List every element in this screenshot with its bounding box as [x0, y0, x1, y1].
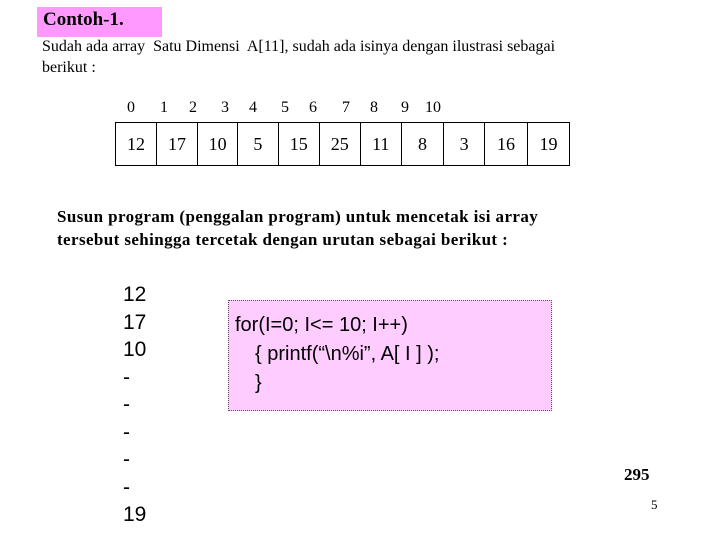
array-cell: 8 — [401, 123, 444, 166]
array-index: 2 — [189, 99, 197, 116]
array-cell: 17 — [157, 123, 198, 166]
code-line-1: for(I=0; I<= 10; I++) — [235, 314, 408, 336]
task-line-2: tersebut sehingga tercetak dengan urutan sebagai berikut : — [57, 230, 509, 249]
array-table — [115, 122, 570, 166]
task-line-1: Susun program (penggalan program) untuk mencetak isi array — [57, 207, 539, 226]
array-index: 5 — [281, 99, 289, 116]
array-cell: 3 — [444, 123, 485, 166]
array-index: 7 — [342, 99, 350, 116]
slide-number: 5 — [651, 497, 658, 512]
array-index: 1 — [160, 99, 168, 116]
array-index: 4 — [249, 99, 257, 116]
array-index: 6 — [309, 99, 317, 116]
array-index: 9 — [401, 99, 409, 116]
intro-line-2: berikut : — [42, 59, 96, 76]
array-cell: 16 — [484, 123, 527, 166]
code-line-2: { printf(“\n%i”, A[ I ] ); — [255, 343, 440, 365]
output-item: 12 — [123, 283, 147, 306]
intro-line-1: Sudah ada array Satu Dimensi A[11], sudah ada isinya dengan ilustrasi sebagai — [42, 38, 556, 55]
output-item: 17 — [123, 310, 147, 334]
array-cell: 5 — [238, 123, 279, 166]
intro-text — [42, 36, 642, 78]
array-cell: 10 — [198, 123, 238, 166]
array-cell: 25 — [319, 123, 360, 166]
array-index: 0 — [127, 99, 135, 116]
output-item: - — [123, 420, 130, 444]
array-index: 10 — [425, 99, 441, 116]
array-index: 3 — [221, 99, 229, 116]
output-item: - — [123, 475, 130, 499]
output-item: 10 — [123, 338, 147, 361]
task-text — [57, 205, 657, 251]
output-item: - — [123, 365, 130, 389]
code-box — [228, 300, 552, 411]
array-cell: 19 — [527, 123, 569, 166]
page-number: 295 — [624, 465, 650, 484]
array-row — [116, 123, 570, 166]
output-list — [123, 281, 146, 529]
slide-title: Contoh-1. — [37, 7, 162, 37]
array-cell: 11 — [360, 123, 401, 166]
array-cell: 15 — [278, 123, 319, 166]
code-line-3: } — [255, 372, 262, 394]
output-item: - — [123, 448, 130, 471]
array-index: 8 — [370, 99, 378, 116]
output-item: 19 — [123, 503, 147, 526]
output-item: - — [123, 393, 130, 416]
array-cell: 12 — [116, 123, 157, 166]
